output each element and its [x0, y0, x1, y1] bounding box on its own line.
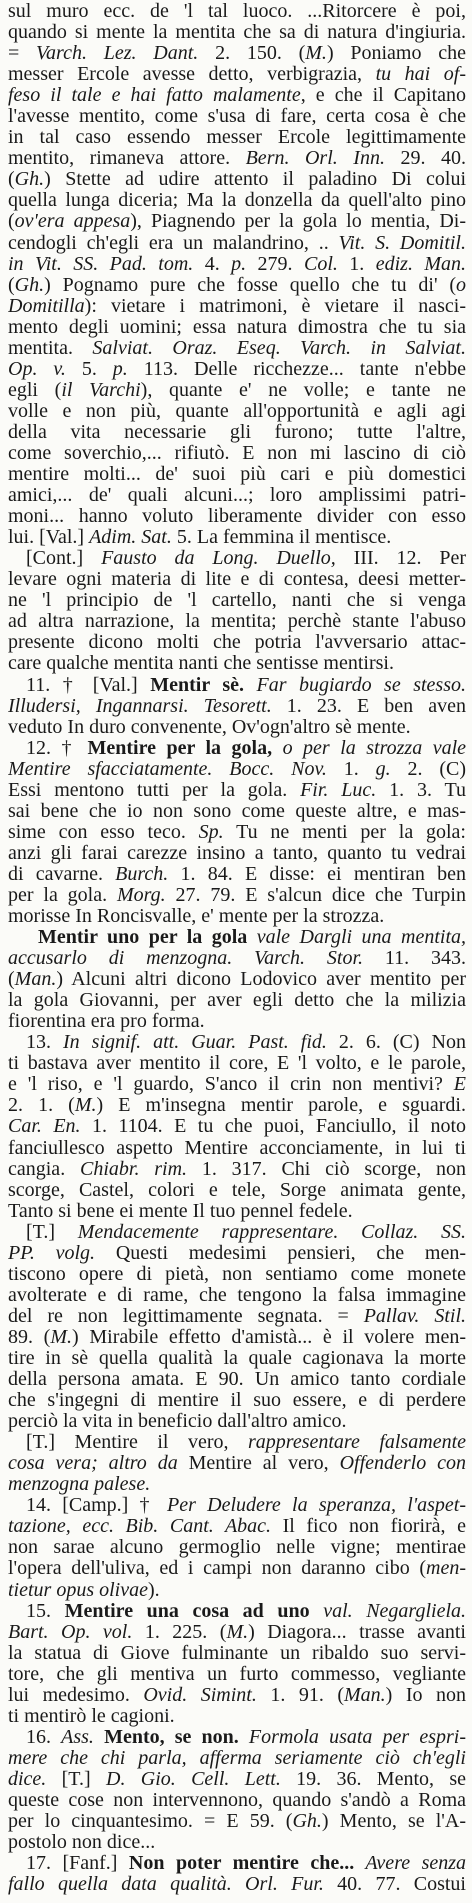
roman-text: ): vietare i matrimoni, è vietare il nasci- [84, 295, 466, 317]
roman-text: ) Poniamo che [326, 43, 466, 65]
text-line [8, 1074, 466, 1095]
roman-text: 13. [26, 1032, 63, 1054]
italic-text: D. Gio. Cell. Lett. [106, 1768, 281, 1790]
italic-text: Fausto da Long. Duello, [101, 548, 336, 570]
roman-text: [T.] [46, 1768, 106, 1790]
text-line [8, 1011, 466, 1032]
text-line [8, 43, 466, 64]
roman-text: 40. 77. Costui [323, 1874, 466, 1896]
italic-text: Pallav. Stil. [363, 1305, 466, 1327]
text-line [8, 1138, 466, 1159]
italic-text: Avere senza [354, 1853, 466, 1875]
roman-text: quella lunga diceria; Ma la donzella da quell'alto pino [8, 190, 466, 212]
text-line [8, 864, 466, 885]
roman-text: ), Piagnendo per la gola lo mentia, Di- [130, 211, 466, 233]
text-line [8, 738, 466, 759]
text-line [8, 1811, 466, 1832]
roman-text: mentita. [8, 337, 93, 359]
roman-text: [T.] [26, 1221, 78, 1243]
dictionary-paragraph [8, 1222, 466, 1432]
text-line [8, 590, 466, 611]
italic-text: val. Negargliela. [309, 1600, 466, 1622]
roman-text: sai bene che io non sono come queste altre, e mas- [8, 800, 466, 822]
italic-text: Adim. Sat. [89, 527, 172, 549]
text-line [8, 990, 466, 1011]
roman-text: ti mentirò le cagioni. [8, 1705, 175, 1727]
dictionary-paragraph [8, 1853, 466, 1895]
roman-text: avolterate e di rame, che tengono la falsa immagine [8, 1284, 466, 1306]
italic-text: Man. [14, 969, 57, 991]
text-line [8, 317, 466, 338]
roman-text: levare ogni materia di lite e di contesa, deesi metter- [8, 569, 466, 591]
roman-text: 17. [Fanf.] [26, 1853, 129, 1875]
italic-text: men- [426, 1558, 466, 1580]
text-line [8, 1243, 466, 1264]
roman-text: perciò la vita in beneficio dall'altro amico. [8, 1411, 347, 1433]
text-line [8, 443, 466, 464]
text-line [8, 843, 466, 864]
roman-text: ( [8, 274, 15, 296]
roman-text: lui medesimo. [8, 1684, 144, 1706]
dictionary-paragraph [8, 927, 466, 1032]
dictionary-paragraph [8, 675, 466, 738]
text-line [8, 1580, 466, 1601]
text-line [8, 296, 466, 317]
text-line [8, 548, 466, 569]
text-line [8, 927, 466, 948]
italic-text: M. [74, 1095, 97, 1117]
text-line [8, 1285, 466, 1306]
roman-text: 11. 343. [363, 948, 466, 970]
text-line [8, 190, 466, 211]
bold-text: Mentir uno per la gola [38, 927, 248, 949]
text-line [8, 85, 466, 106]
roman-text: della vita necessarie gli furono; tutte l'altre, [8, 421, 466, 443]
roman-text: morisse In Roncisvalle, e' mente per la strozza. [8, 906, 385, 928]
text-line [8, 1390, 466, 1411]
roman-text: 1. 3. Tu [376, 779, 466, 801]
text-line [8, 1601, 466, 1622]
italic-text: Formola usata per espri- [238, 1726, 466, 1748]
roman-text: per la gola. [8, 884, 117, 906]
roman-text: l'opera dell'uliva, ed i campi non daranno cibo ( [8, 1558, 427, 1580]
italic-text: accusarlo di menzogna. Varch. Stor. [8, 948, 364, 970]
roman-text: [T.] Mentire il vero, [26, 1432, 249, 1454]
italic-text: menzogna palese. [8, 1474, 151, 1496]
roman-text: egli ( [8, 379, 62, 401]
dictionary-paragraph [8, 1, 466, 548]
roman-text: 1. [326, 758, 376, 780]
roman-text: 16. [26, 1726, 62, 1748]
text-line [8, 1306, 466, 1327]
text-line [8, 254, 466, 275]
roman-text: la statua di Giove fulminante un ribaldo suo servi- [8, 1642, 466, 1664]
italic-text: Morg. [116, 884, 166, 906]
roman-text: 4. [193, 253, 232, 275]
roman-text: l'avesse mentito, come s'usa di fare, certa cosa è che [8, 106, 466, 128]
dictionary-paragraph [8, 1601, 466, 1727]
roman-text: mentito, rimaneva attore. [8, 148, 246, 170]
dictionary-paragraph [8, 738, 466, 927]
roman-text: queste cose non intervennono, quando s'andò a Roma [8, 1789, 466, 1811]
roman-text: cendogli ch'egli era un malandrino, .. [8, 232, 339, 254]
text-line [8, 717, 466, 738]
italic-text: Domitilla [8, 295, 85, 317]
roman-text: = [8, 43, 37, 65]
italic-text: ediz. Man. [375, 253, 466, 275]
text-line [8, 1053, 466, 1074]
roman-text: 1. 1104. E tu che puoi, Fanciullo, il noto [80, 1116, 466, 1138]
italic-text: Illudersi, Ingannarsi. Tesorett. [8, 695, 272, 717]
italic-text: Mentire sfacciatamente. Bocc. Nov. [8, 758, 327, 780]
roman-text: della persona amata. E 90. Un amico tanto cordiale [8, 1369, 466, 1391]
roman-text: 29. 40. [384, 148, 466, 170]
text-line [8, 506, 466, 527]
text-line [8, 948, 466, 969]
text-line [8, 675, 466, 696]
italic-text: ov'era appesa [14, 211, 131, 233]
text-line [8, 148, 466, 169]
roman-text: 15. [26, 1600, 65, 1622]
roman-text: sime con esso teco. [8, 821, 199, 843]
roman-text: ti bastava aver mentito il core, E 'l volto, e le parole, [8, 1053, 466, 1075]
roman-text: 1. 225. ( [132, 1621, 227, 1643]
roman-text: mentire molti... de' suoi più cari e più domestici [8, 464, 466, 486]
roman-text: Il fico non fiorirà, e [271, 1516, 466, 1538]
text-line [8, 1558, 466, 1579]
italic-text: g. [375, 758, 391, 780]
text-line [8, 1369, 466, 1390]
italic-text: Bern. Orl. Inn. [245, 148, 385, 170]
text-line [8, 22, 466, 43]
roman-text: di cavarne. [8, 863, 116, 885]
dictionary-paragraph [8, 1432, 466, 1495]
roman-text: 12. † [26, 737, 88, 759]
text-line [8, 1264, 466, 1285]
roman-text: amici,... de' quali alcuni...; loro amplissimi patri- [8, 485, 466, 507]
italic-text: p. [112, 358, 128, 380]
roman-text: Tanto si bene ei mente Il tuo pennel fedele. [8, 1200, 353, 1222]
text-line [8, 380, 466, 401]
bold-text: Mentir sè. [150, 674, 244, 696]
roman-text: tore, che gli mentiva un furto commesso, vegliante [8, 1663, 466, 1685]
roman-text: moni... hanno voluto liberamente divider con esso [8, 506, 466, 528]
italic-text: Bart. Op. vol. [8, 1621, 133, 1643]
italic-text: Ass. [61, 1726, 94, 1748]
italic-text: dice. [8, 1768, 47, 1790]
text-line [8, 1832, 466, 1853]
roman-text: ) E m'insegna mentir parole, e sguardi. [96, 1095, 466, 1117]
roman-text: 14. [Camp.] † [26, 1495, 168, 1517]
italic-text: Gh. [14, 169, 45, 191]
roman-text: Essi mentono tutti per la gola. [8, 779, 301, 801]
roman-text: 2. 150. ( [198, 43, 306, 65]
roman-text: sul muro ecc. de 'l tal luoco. ...Ritorcere è poi, [8, 1, 466, 22]
italic-text: Vit. S. Domitil. [338, 232, 466, 254]
italic-text: Ovid. Simint. [143, 1684, 257, 1706]
text-line [8, 1453, 466, 1474]
italic-text: M. [50, 1326, 73, 1348]
text-line [8, 1874, 466, 1895]
roman-text: 1. 317. Chi ciò scorge, non [187, 1158, 466, 1180]
italic-text: vale Dargli una mentita, [247, 927, 466, 949]
italic-text: tazione, ecc. Bib. Cant. Abac. [8, 1516, 272, 1538]
text-line [8, 1411, 466, 1432]
bold-text: Non poter mentire che... [128, 1853, 355, 1875]
roman-text: III. 12. Per [335, 548, 466, 570]
roman-text: ( [8, 169, 15, 191]
text-line [8, 275, 466, 296]
roman-text: postolo non dice... [8, 1832, 156, 1854]
text-line [8, 759, 466, 780]
italic-text: Gh. [14, 274, 45, 296]
italic-text: cosa vera; altro da [8, 1453, 178, 1475]
dictionary-paragraph [8, 1727, 466, 1853]
text-line [8, 1432, 466, 1453]
roman-text: 1. 23. E ben aven [271, 695, 466, 717]
roman-text: Mentire al vero, [177, 1453, 340, 1475]
roman-text: ) Mento, se l'A- [321, 1811, 466, 1833]
italic-text: fallo quella data qualità. Orl. Fur. [8, 1874, 324, 1896]
roman-text: del re non legittimamente segnata. = [8, 1305, 364, 1327]
roman-text: ad altra narrazione, la mentita; perchè stante l'abuso [8, 611, 466, 633]
text-line [8, 1348, 466, 1369]
roman-text: ( [8, 969, 15, 991]
text-line [8, 1643, 466, 1664]
roman-text: , e che il Capitano [300, 85, 466, 107]
italic-text: tietur opus olivae [8, 1579, 148, 1601]
italic-text: E [453, 1074, 466, 1096]
text-line [8, 422, 466, 443]
roman-text: care qualche mentita nanti che sentisse mentirsi. [8, 653, 394, 675]
roman-text: messer Ercole avesse detto, verbigrazia, [8, 64, 376, 86]
text-line [8, 780, 466, 801]
text-line [8, 127, 466, 148]
roman-text: non sarae alcuno germoglio nelle vigne; mentirae [8, 1537, 466, 1559]
roman-text: ) Diagora... trasse avanti [248, 1621, 466, 1643]
roman-text: fanciullesco aspetto Mentire acconciamente, in lui ti [8, 1137, 466, 1159]
italic-text: Chiabr. rim. [80, 1158, 188, 1180]
roman-text: anzi gli farai carezze insino a tanto, quanto tu vedrai [8, 842, 466, 864]
italic-text: in Vit. SS. Pad. tom. [8, 253, 194, 275]
roman-text: 5. La femmina il mentisce. [171, 527, 392, 549]
italic-text: Sp. [198, 821, 224, 843]
dictionary-paragraph [8, 1495, 466, 1600]
roman-text: 279. [246, 253, 304, 275]
text-line [8, 527, 466, 548]
text-line [8, 1685, 466, 1706]
italic-text: Col. [303, 253, 338, 275]
roman-text: 1. [337, 253, 376, 275]
italic-text: o per la strozza vale [272, 737, 466, 759]
text-line [8, 1495, 466, 1516]
roman-text: come soverchio,... rifiutò. E non mi lascino di ciò [8, 442, 466, 464]
italic-text: Far bugiardo se stesso. [243, 674, 466, 696]
text-line [8, 359, 466, 380]
italic-text: Offenderlo con [339, 1453, 466, 1475]
text-line [8, 1790, 466, 1811]
text-line [8, 169, 466, 190]
roman-text: veduto In duro convenente, Ov'ogn'altro sè mente. [8, 716, 411, 738]
bold-text: Mentire una cosa ad uno [64, 1600, 310, 1622]
roman-text: 11. † [Val.] [26, 674, 151, 696]
roman-text: presente dicono molti che potria l'avversario attac- [8, 632, 466, 654]
text-line [8, 1622, 466, 1643]
text-line [8, 801, 466, 822]
text-line [8, 338, 466, 359]
italic-text: Salviat. Oraz. Eseq. Varch. in Salviat. [92, 337, 466, 359]
italic-text: o [456, 274, 466, 296]
text-line [8, 464, 466, 485]
bold-text: Mento, se non. [93, 1726, 239, 1748]
roman-text: per lo cinquantesimo. = E 59. ( [8, 1811, 293, 1833]
text-line [8, 1853, 466, 1874]
text-line [8, 653, 466, 674]
italic-text: il Varchi [61, 379, 141, 401]
dictionary-page [8, 1, 466, 1895]
italic-text: tu hai of- [375, 64, 466, 86]
roman-text: ), quante e' ne volle; e tante ne [140, 379, 466, 401]
text-line [8, 1222, 466, 1243]
text-line [8, 1327, 466, 1348]
text-line [8, 885, 466, 906]
italic-text: Per Deludere la speranza, l'aspet- [167, 1495, 466, 1517]
roman-text: ) Stette ad udire attento il paladino Di colui [44, 169, 466, 191]
roman-text: in tal caso essendo messer Ercole legittimamente [8, 127, 466, 149]
italic-text: In signif. att. Guar. Past. fid. [63, 1032, 327, 1054]
text-line [8, 632, 466, 653]
italic-text: M. [305, 43, 327, 65]
roman-text: cangia. [8, 1158, 80, 1180]
roman-text: ) Io non [385, 1684, 466, 1706]
text-line [8, 211, 466, 232]
text-line [8, 1537, 466, 1558]
roman-text: Questi medesimi pensieri, che men- [95, 1242, 466, 1264]
text-line [8, 485, 466, 506]
roman-text: 5. [65, 358, 113, 380]
italic-text: PP. volg. [8, 1242, 96, 1264]
text-line [8, 1159, 466, 1180]
italic-text: feso il tale e hai fatto malamente [8, 85, 301, 107]
text-line [8, 1180, 466, 1201]
roman-text: 19. 36. Mento, se [280, 1768, 466, 1790]
roman-text: la gola Giovanni, per aver egli detto che la milizia [8, 990, 466, 1012]
text-line [8, 233, 466, 254]
text-line [8, 1116, 466, 1137]
roman-text: 2. (C) [390, 758, 466, 780]
text-line [8, 696, 466, 717]
roman-text: volle e non più, quante all'opportunità e agli agi [8, 400, 466, 422]
roman-text: mento degli uomini; essa natura dimostra che tu sia [8, 316, 466, 338]
italic-text: p. [231, 253, 247, 275]
text-line [8, 64, 466, 85]
roman-text: 2. 1. ( [8, 1095, 75, 1117]
italic-text: mere che chi parla, afferma seriamente ciò ch'egli [8, 1747, 466, 1769]
roman-text: Tu ne menti per la gola: [223, 821, 466, 843]
italic-text: Burch. [115, 863, 169, 885]
roman-text: e 'l riso, e 'l guardo, S'anco il crin non mentivi? [8, 1074, 454, 1096]
roman-text: fiorentina era pro forma. [8, 1011, 205, 1033]
italic-text: rappresentare falsamente [248, 1432, 466, 1454]
text-line [8, 1, 466, 22]
roman-text: 2. 6. (C) Non [326, 1032, 466, 1054]
roman-text: ne 'l principio de 'l cartello, nanti che si venga [8, 590, 466, 612]
text-line [8, 569, 466, 590]
text-line [8, 611, 466, 632]
bold-text: Mentire per la gola, [87, 737, 273, 759]
italic-text: Man. [344, 1684, 386, 1706]
roman-text: 1. 91. ( [256, 1684, 344, 1706]
text-line [8, 401, 466, 422]
roman-text: 89. ( [8, 1326, 51, 1348]
italic-text: Fir. Luc. [300, 779, 377, 801]
italic-text: M. [226, 1621, 249, 1643]
roman-text: ) Alcuni altri dicono Lodovico aver mentito per [56, 969, 466, 991]
dictionary-paragraph [8, 548, 466, 674]
text-line [8, 1769, 466, 1790]
text-line [8, 1664, 466, 1685]
roman-text: che s'ingegni di mentire il suo essere, e di perdere [8, 1390, 466, 1412]
roman-text: ). [147, 1579, 160, 1601]
text-line [8, 1474, 466, 1495]
text-line [8, 822, 466, 843]
roman-text: lui. [Val.] [8, 527, 90, 549]
italic-text: Car. En. [8, 1116, 81, 1138]
roman-text: 113. Delle ricchezze... tante n'ebbe [127, 358, 466, 380]
text-line [8, 1201, 466, 1222]
italic-text: Varch. Lez. Dant. [36, 43, 199, 65]
roman-text: [Cont.] [26, 548, 102, 570]
text-line [8, 106, 466, 127]
text-line [8, 1095, 466, 1116]
text-line [8, 1032, 466, 1053]
text-line [8, 1748, 466, 1769]
text-line [8, 1727, 466, 1748]
italic-text: Gh. [292, 1811, 322, 1833]
italic-text: Mendacemente rappresentare. Collaz. SS. [77, 1221, 466, 1243]
text-line [8, 969, 466, 990]
roman-text: ) Mirabile effetto d'amistà... è il volere men- [72, 1326, 466, 1348]
roman-text: 27. 79. E s'alcun dice che Turpin [165, 884, 466, 906]
roman-text: tire in sè quella qualità la quale cagionava la morte [8, 1348, 466, 1369]
roman-text: ( [8, 211, 15, 233]
text-line [8, 1516, 466, 1537]
roman-text: scorge, Castel, colori e tele, Sorge animata gente, [8, 1179, 466, 1201]
roman-text: 1. 84. E disse: ei mentiran ben [168, 863, 466, 885]
roman-text: tiscono opere di pietà, non sentiamo come monete [8, 1263, 466, 1285]
text-line [8, 906, 466, 927]
italic-text: Op. v. [8, 358, 66, 380]
roman-text: quando si mente la mentita che sa di natura d'ingiuria. [8, 22, 466, 44]
roman-text: ) Pognamo pure che fosse quello che tu di' ( [44, 274, 456, 296]
dictionary-paragraph [8, 1032, 466, 1221]
text-line [8, 1706, 466, 1727]
